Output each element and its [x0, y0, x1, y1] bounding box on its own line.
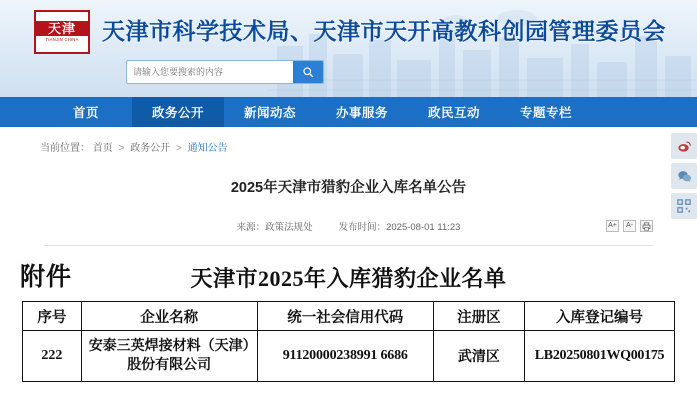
- weibo-glyph-icon: [677, 139, 692, 154]
- nav-item-home[interactable]: 首页: [72, 106, 99, 120]
- weibo-icon[interactable]: [671, 133, 697, 159]
- breadcrumb: [0, 127, 697, 162]
- nav-item-government-affairs[interactable]: 政务公开: [132, 97, 224, 127]
- cell-enterprise-name: 安泰三英焊接材料（天津）股份有限公司: [81, 331, 257, 382]
- column-header-no: 序号: [23, 302, 82, 331]
- cell-no: 222: [23, 331, 82, 382]
- font-decrease-button[interactable]: A-: [623, 220, 636, 232]
- nav-item-news[interactable]: 新闻动态: [243, 106, 296, 120]
- article-publish-time: 发布时间：2025-08-01 11:23: [338, 222, 461, 233]
- nav-item-topics[interactable]: 专题专栏: [519, 106, 572, 120]
- main-nav: [0, 97, 697, 127]
- breadcrumb-separator-1: >: [118, 143, 125, 154]
- nav-item-interaction[interactable]: 政民互动: [427, 106, 480, 120]
- wechat-icon[interactable]: [671, 163, 697, 189]
- attachment-document: [0, 246, 697, 382]
- breadcrumb-prefix: 当前位置：: [40, 143, 90, 154]
- search-box[interactable]: [126, 60, 324, 84]
- article-source: 来源：政策法规处: [236, 222, 313, 233]
- wechat-glyph-icon: [677, 169, 692, 184]
- print-icon: [642, 222, 651, 231]
- article-tools: [606, 220, 653, 232]
- site-logo[interactable]: [34, 10, 90, 54]
- document-heading: [10, 262, 687, 293]
- article: [0, 176, 697, 246]
- column-header-registration-no: 入库登记编号: [525, 302, 675, 331]
- site-title: 天津市科学技术局、天津市天开高教科创园管理委员会: [102, 19, 666, 44]
- nav-item-services[interactable]: 办事服务: [335, 106, 388, 120]
- search-icon: [302, 66, 314, 78]
- print-button[interactable]: [640, 220, 653, 232]
- cell-district: 武清区: [433, 331, 524, 382]
- breadcrumb-item-government-affairs[interactable]: 政务公开: [130, 143, 171, 154]
- attachment-label: 附件: [20, 264, 73, 291]
- header-brand: [0, 0, 697, 56]
- breadcrumb-item-home[interactable]: 首页: [92, 143, 113, 154]
- column-header-district: 注册区: [433, 302, 524, 331]
- site-header: [0, 0, 697, 97]
- breadcrumb-item-announcements[interactable]: 通知公告: [187, 143, 228, 154]
- page-title: 2025年天津市猎豹企业入库名单公告: [230, 180, 467, 196]
- logo-top-text: 天津: [36, 21, 88, 36]
- search-button[interactable]: [293, 61, 323, 83]
- qrcode-glyph-icon: [677, 199, 691, 213]
- breadcrumb-separator-2: >: [175, 143, 182, 154]
- font-increase-button[interactable]: A+: [606, 220, 619, 232]
- enterprise-table: [22, 301, 675, 382]
- qrcode-icon[interactable]: [671, 193, 697, 219]
- article-meta: [44, 219, 653, 233]
- column-header-enterprise-name: 企业名称: [81, 302, 257, 331]
- cell-registration-no: LB20250801WQ00175: [525, 331, 675, 382]
- table-header-row: [23, 302, 675, 331]
- cell-credit-code: 91120000238991 6686: [257, 331, 433, 382]
- document-title: 天津市2025年入库猎豹企业名单: [190, 266, 507, 291]
- search-input[interactable]: [127, 61, 293, 83]
- floating-share-widgets: [671, 133, 697, 219]
- table-row: [23, 331, 675, 382]
- search-row: [0, 60, 697, 84]
- column-header-credit-code: 统一社会信用代码: [257, 302, 433, 331]
- logo-bottom-text: TIANJIN CHINA: [45, 37, 79, 42]
